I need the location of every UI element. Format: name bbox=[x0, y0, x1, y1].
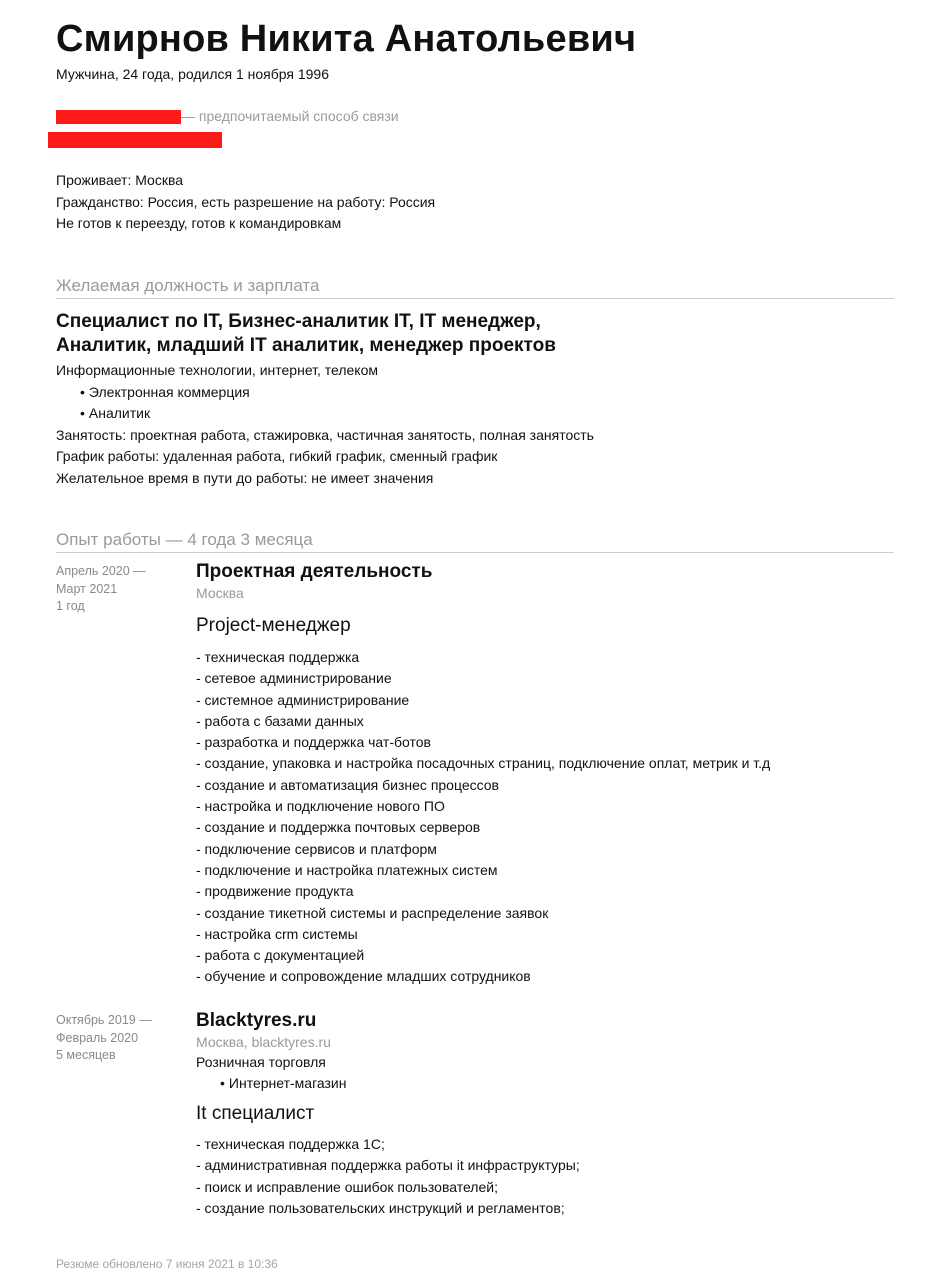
company-name: Blacktyres.ru bbox=[196, 1010, 317, 1031]
commute-time: Желательное время в пути до работы: не имеет значения bbox=[56, 469, 434, 486]
job-duration: 5 месяцев bbox=[56, 1048, 116, 1062]
desired-position-line-2: Аналитик, младший IT аналитик, менеджер проектов bbox=[56, 335, 556, 356]
duty-item: - поиск и исправление ошибок пользователей; bbox=[196, 1178, 498, 1195]
duty-item: - настройка crm системы bbox=[196, 925, 358, 942]
personal-info bbox=[56, 170, 435, 235]
duty-item: - настройка и подключение нового ПО bbox=[196, 798, 445, 815]
duty-item: - обучение и сопровождение младших сотрудников bbox=[196, 968, 531, 985]
company-location: Москва, blacktyres.ru bbox=[196, 1034, 331, 1050]
company-industry: Розничная торговля bbox=[196, 1054, 326, 1070]
citizenship: Гражданство: Россия, есть разрешение на работу: Россия bbox=[56, 193, 436, 210]
preferred-contact-note: — предпочитаемый способ связи bbox=[181, 108, 399, 124]
duty-item: - работа с базами данных bbox=[196, 712, 364, 729]
contact-row bbox=[56, 108, 399, 126]
duty-item: - создание и автоматизация бизнес процессов bbox=[196, 776, 499, 793]
work-schedule: График работы: удаленная работа, гибкий график, сменный график bbox=[56, 448, 498, 464]
relocation: Не готов к переезду, готов к командировкам bbox=[56, 215, 342, 231]
specialization-list bbox=[56, 382, 594, 425]
redacted-phone bbox=[56, 110, 181, 124]
duty-item: - работа с документацией bbox=[196, 947, 365, 964]
desired-position-line-1: Специалист по IT, Бизнес-аналитик IT, IT менеджер, bbox=[56, 311, 541, 332]
redacted-email bbox=[48, 132, 222, 148]
duty-item: - создание пользовательских инструкций и регламентов; bbox=[196, 1199, 565, 1216]
candidate-name: Смирнов Никита Анатольевич bbox=[56, 18, 637, 60]
job-role: Project-менеджер bbox=[196, 615, 351, 636]
resume-updated-note: Резюме обновлено 7 июня 2021 в 10:36 bbox=[56, 1257, 278, 1271]
employment-type: Занятость: проектная работа, стажировка, частичная занятость, полная занятость bbox=[56, 426, 594, 443]
industry-sublist bbox=[196, 1073, 886, 1094]
duty-item: - системное администрирование bbox=[196, 691, 410, 708]
job-role: It специалист bbox=[196, 1103, 315, 1124]
job-duration: 1 год bbox=[56, 599, 85, 613]
job-date-from: Октябрь 2019 — bbox=[56, 1013, 152, 1027]
job-entry bbox=[196, 561, 886, 988]
duty-item: - подключение и настройка платежных систем bbox=[196, 861, 498, 878]
company-location: Москва bbox=[196, 585, 244, 601]
duty-item: - административная поддержка работы it инфраструктуры; bbox=[196, 1157, 580, 1174]
duty-item: - создание и поддержка почтовых серверов bbox=[196, 819, 481, 836]
job-date-to: Февраль 2020 bbox=[56, 1030, 139, 1045]
specialization-item: • Электронная коммерция bbox=[80, 382, 594, 404]
residence: Проживает: Москва bbox=[56, 172, 184, 188]
job-dates bbox=[56, 1012, 152, 1065]
candidate-demographics: Мужчина, 24 года, родился 1 ноября 1996 bbox=[56, 66, 329, 82]
job-duties bbox=[196, 647, 886, 988]
duty-item: - техническая поддержка bbox=[196, 649, 360, 665]
specialization-item: • Аналитик bbox=[80, 403, 594, 425]
industry-item: • Интернет-магазин bbox=[220, 1073, 886, 1094]
duty-item: - разработка и поддержка чат-ботов bbox=[196, 734, 431, 751]
job-date-to: Март 2021 bbox=[56, 581, 118, 596]
section-desired-position: Желаемая должность и зарплата bbox=[56, 276, 894, 299]
company-name: Проектная деятельность bbox=[196, 561, 433, 582]
duty-item: - создание, упаковка и настройка посадочных страниц, подключение оплат, метрик и т.д bbox=[196, 755, 771, 772]
job-entry bbox=[196, 1010, 886, 1219]
section-experience: Опыт работы — 4 года 3 месяца bbox=[56, 530, 894, 553]
professional-field: Информационные технологии, интернет, телеком bbox=[56, 362, 378, 378]
job-date-from: Апрель 2020 — bbox=[56, 564, 146, 578]
job-dates bbox=[56, 563, 146, 616]
duty-item: - создание тикетной системы и распределение заявок bbox=[196, 904, 549, 921]
desired-position-title bbox=[56, 310, 556, 358]
duty-item: - сетевое администрирование bbox=[196, 670, 392, 687]
duty-item: - продвижение продукта bbox=[196, 883, 354, 900]
duty-item: - подключение сервисов и платформ bbox=[196, 840, 437, 857]
desired-details bbox=[56, 360, 594, 489]
job-duties bbox=[196, 1134, 886, 1219]
duty-item: - техническая поддержка 1С; bbox=[196, 1136, 385, 1152]
